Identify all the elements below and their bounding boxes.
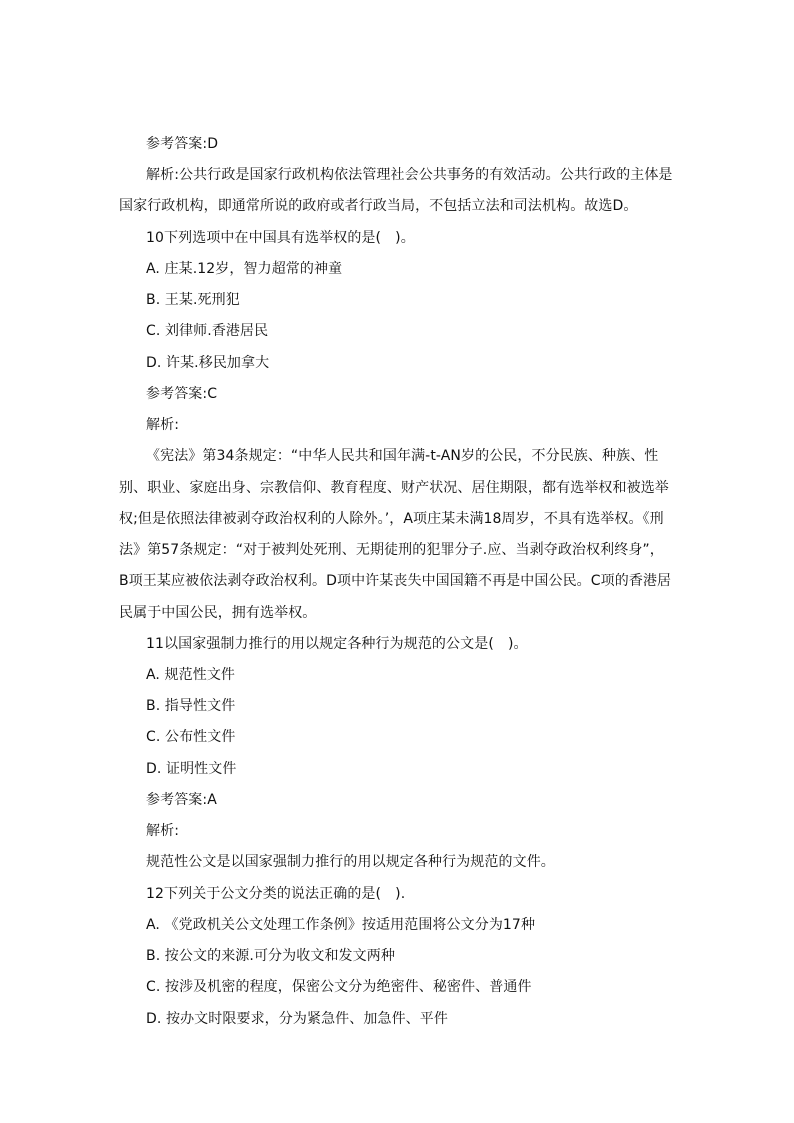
option-q10-a: A. 庄某.12岁，智力超常的神童 bbox=[146, 261, 343, 277]
explanation-line-q10-4: 法》第57条规定：“对于被判处死刑、无期徒刑的犯罪分子.应、当剥夺政治权利终身”， bbox=[119, 542, 664, 558]
explanation-label-q11: 解析: bbox=[146, 823, 180, 839]
explanation-line-q10-2: 别、职业、家庭出身、宗教信仰、教育程度、财产状况、居住期限，都有选举权和被选举 bbox=[119, 480, 669, 496]
option-q10-d: D. 许某.移民加拿大 bbox=[146, 355, 270, 371]
option-q12-a: A. 《党政机关公文处理工作条例》按适用范围将公文分为17种 bbox=[146, 917, 536, 933]
question-12: 12下列关于公文分类的说法正确的是( ). bbox=[146, 886, 406, 902]
explanation-line-q10-1: 《宪法》第34条规定：“中华人民共和国年满-t-AN岁的公民，不分民族、种族、性 bbox=[146, 448, 659, 464]
option-q11-c: C. 公布性文件 bbox=[146, 729, 236, 745]
explanation-label-q10: 解析: bbox=[146, 417, 180, 433]
option-q11-d: D. 证明性文件 bbox=[146, 761, 237, 777]
explanation-line-q9-2: 国家行政机构，即通常所说的政府或者行政当局，不包括立法和司法机构。故选D。 bbox=[119, 198, 638, 214]
explanation-line-q10-3: 权;但是依照法律被剥夺政治权利的人除外。’，A项庄某未满18周岁，不具有选举权。《刑 bbox=[119, 511, 664, 527]
option-q10-b: B. 王某.死刑犯 bbox=[146, 292, 240, 308]
answer-line-q11: 参考答案:A bbox=[146, 792, 217, 808]
explanation-line-q11-1: 规范性公文是以国家强制力推行的用以规定各种行为规范的文件。 bbox=[146, 854, 555, 870]
question-11: 11以国家强制力推行的用以规定各种行为规范的公文是( )。 bbox=[146, 636, 528, 652]
question-10: 10下列选项中在中国具有选举权的是( )。 bbox=[146, 230, 415, 246]
explanation-line-q9-1: 解析:公共行政是国家行政机构依法管理社会公共事务的有效活动。公共行政的主体是 bbox=[146, 167, 673, 183]
option-q12-c: C. 按涉及机密的程度，保密公文分为绝密件、秘密件、普通件 bbox=[146, 979, 532, 995]
answer-line-q10: 参考答案:C bbox=[146, 386, 218, 402]
option-q12-b: B. 按公文的来源.可分为收文和发文两种 bbox=[146, 948, 395, 964]
option-q11-a: A. 规范性文件 bbox=[146, 667, 236, 683]
explanation-line-q10-6: 民属于中国公民，拥有选举权。 bbox=[119, 605, 317, 621]
answer-line-q9: 参考答案:D bbox=[146, 136, 219, 152]
option-q12-d: D. 按办文时限要求，分为紧急件、加急件、平件 bbox=[146, 1011, 448, 1027]
option-q11-b: B. 指导性文件 bbox=[146, 698, 236, 714]
option-q10-c: C. 刘律师.香港居民 bbox=[146, 323, 269, 339]
explanation-line-q10-5: B项王某应被依法剥夺政治权利。D项中许某丧失中国国籍不再是中国公民。C项的香港居 bbox=[119, 573, 672, 589]
